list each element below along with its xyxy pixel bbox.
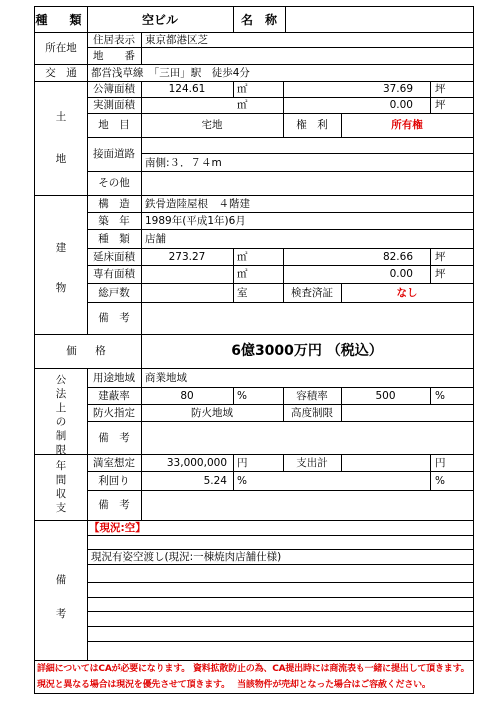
building-side-1: 建 — [55, 242, 67, 254]
shubetsu-label: 種 類 — [35, 13, 87, 27]
income-side-char: 間 — [55, 474, 67, 486]
building-side-2: 物 — [55, 282, 67, 294]
rimawari-value: 5.24 — [203, 475, 227, 487]
nobe-label: 延床面積 — [93, 251, 135, 263]
senyu-label: 専有面積 — [93, 268, 135, 280]
chiku-label: 築 年 — [98, 215, 130, 227]
regulation-side-label — [54, 373, 68, 457]
soko-unit: 室 — [237, 287, 248, 299]
regulation-biko-label: 備 考 — [98, 432, 130, 444]
income-side-char: 年 — [55, 460, 67, 472]
income-side-char: 収 — [55, 488, 67, 500]
rimawari-label: 利回り — [98, 475, 130, 487]
kobo-label: 公簿面積 — [93, 83, 135, 95]
nobe-unit-sqm: ㎡ — [237, 251, 248, 263]
regulation-side-char: 法 — [55, 388, 67, 400]
yoto-label: 用途地域 — [93, 372, 135, 384]
building-biko-label: 備 考 — [98, 312, 130, 324]
jissoku-unit-tsubo: 坪 — [435, 99, 446, 111]
regulation-side-char: の — [55, 416, 67, 428]
regulation-side-char: 制 — [55, 430, 67, 442]
jissoku-unit-sqm: ㎡ — [237, 99, 248, 111]
nobe-tsubo: 82.66 — [382, 251, 413, 263]
road-value: 南側:３．７４m — [145, 157, 222, 169]
jukyo-value: 東京都港区芝 — [145, 34, 208, 46]
remarks-side-1: 備 — [55, 574, 67, 586]
kozo-value: 鉄骨造陸屋根 ４階建 — [145, 198, 250, 210]
kensa-value: なし — [396, 287, 418, 299]
kozo-label: 構 造 — [98, 198, 130, 210]
kodo-label: 高度制限 — [291, 407, 333, 419]
yoseki-value: 500 — [375, 390, 396, 402]
location-label: 所在地 — [45, 42, 77, 54]
road-label: 接面道路 — [93, 148, 135, 160]
kobo-tsubo: 37.69 — [382, 83, 413, 95]
transport-value: 都営浅草線 「三田」駅 徒歩4分 — [91, 67, 250, 79]
remarks-line-3: 現況有姿空渡し(現況:一棟焼肉店舗仕様) — [91, 551, 282, 563]
rimawari-unit: % — [237, 475, 247, 487]
soko-label: 総戸数 — [98, 287, 130, 299]
transport-label: 交 通 — [45, 67, 77, 79]
jukyo-label: 住居表示 — [93, 34, 135, 46]
kenri-label: 権 利 — [296, 119, 328, 131]
chimoku-label: 地 目 — [98, 119, 130, 131]
chimoku-value: 宅地 — [201, 119, 223, 131]
income-side-label — [54, 459, 68, 515]
footer-notice-1: 詳細についてはCAが必要になります。 資料拡散防止の為、CA提出時には商流表も一緒に提出して頂きます。 — [37, 664, 470, 674]
nobe-unit-tsubo: 坪 — [435, 251, 446, 263]
shishutsu-label: 支出計 — [296, 457, 328, 469]
price-label: 価 格 — [66, 345, 110, 357]
boka-value: 防火地域 — [191, 407, 233, 419]
jissoku-tsubo: 0.00 — [389, 99, 413, 111]
regulation-side-char: 公 — [55, 374, 67, 386]
kobo-unit-sqm: ㎡ — [237, 83, 248, 95]
mansitsu-value: 33,000,000 — [166, 457, 227, 469]
kobo-sqm: 124.61 — [168, 83, 206, 95]
price-value: 6億3000万円 （税込） — [231, 343, 383, 359]
building-type-label: 種 類 — [98, 233, 130, 245]
building-type-value: 店舗 — [145, 233, 166, 245]
yoseki-label: 容積率 — [296, 390, 328, 402]
kobo-unit-tsubo: 坪 — [435, 83, 446, 95]
regulation-side-char: 限 — [55, 444, 67, 456]
kensa-label: 検査済証 — [291, 287, 333, 299]
mansitsu-label: 満室想定 — [93, 457, 135, 469]
income-biko-label: 備 考 — [98, 499, 130, 511]
kenpei-unit: % — [237, 390, 247, 402]
chiku-value: 1989年(平成1年)6月 — [145, 215, 246, 227]
remarks-status: 【現況:空】 — [89, 522, 146, 534]
property-sheet — [34, 6, 474, 694]
land-side-2: 地 — [55, 153, 67, 165]
senyu-tsubo: 0.00 — [389, 268, 413, 280]
jissoku-label: 実測面積 — [93, 99, 135, 111]
chiban-label: 地 番 — [93, 50, 135, 62]
mansitsu-unit: 円 — [237, 457, 248, 469]
senyu-unit-tsubo: 坪 — [435, 268, 446, 280]
total-unit: % — [435, 475, 445, 487]
remarks-side-2: 考 — [55, 608, 67, 620]
kenpei-label: 建蔽率 — [98, 390, 130, 402]
senyu-unit-sqm: ㎡ — [237, 268, 248, 280]
shubetsu-value: 空ビル — [141, 13, 178, 27]
footer-notice-2: 現況と異なる場合は現況を優先させて頂きます。 当該物件が売却となった場合はご容赦ください。 — [37, 680, 431, 690]
nobe-sqm: 273.27 — [168, 251, 206, 263]
regulation-side-char: 上 — [55, 402, 67, 414]
kenpei-value: 80 — [180, 390, 194, 402]
income-side-char: 支 — [55, 502, 67, 514]
boka-label: 防火指定 — [93, 407, 135, 419]
yoto-value: 商業地域 — [145, 372, 187, 384]
kenri-value: 所有権 — [391, 119, 423, 131]
other-label: その他 — [98, 177, 130, 189]
meisho-label: 名 称 — [240, 13, 277, 27]
shishutsu-unit: 円 — [435, 457, 446, 469]
yoseki-unit: % — [435, 390, 445, 402]
land-side-1: 土 — [55, 111, 67, 123]
